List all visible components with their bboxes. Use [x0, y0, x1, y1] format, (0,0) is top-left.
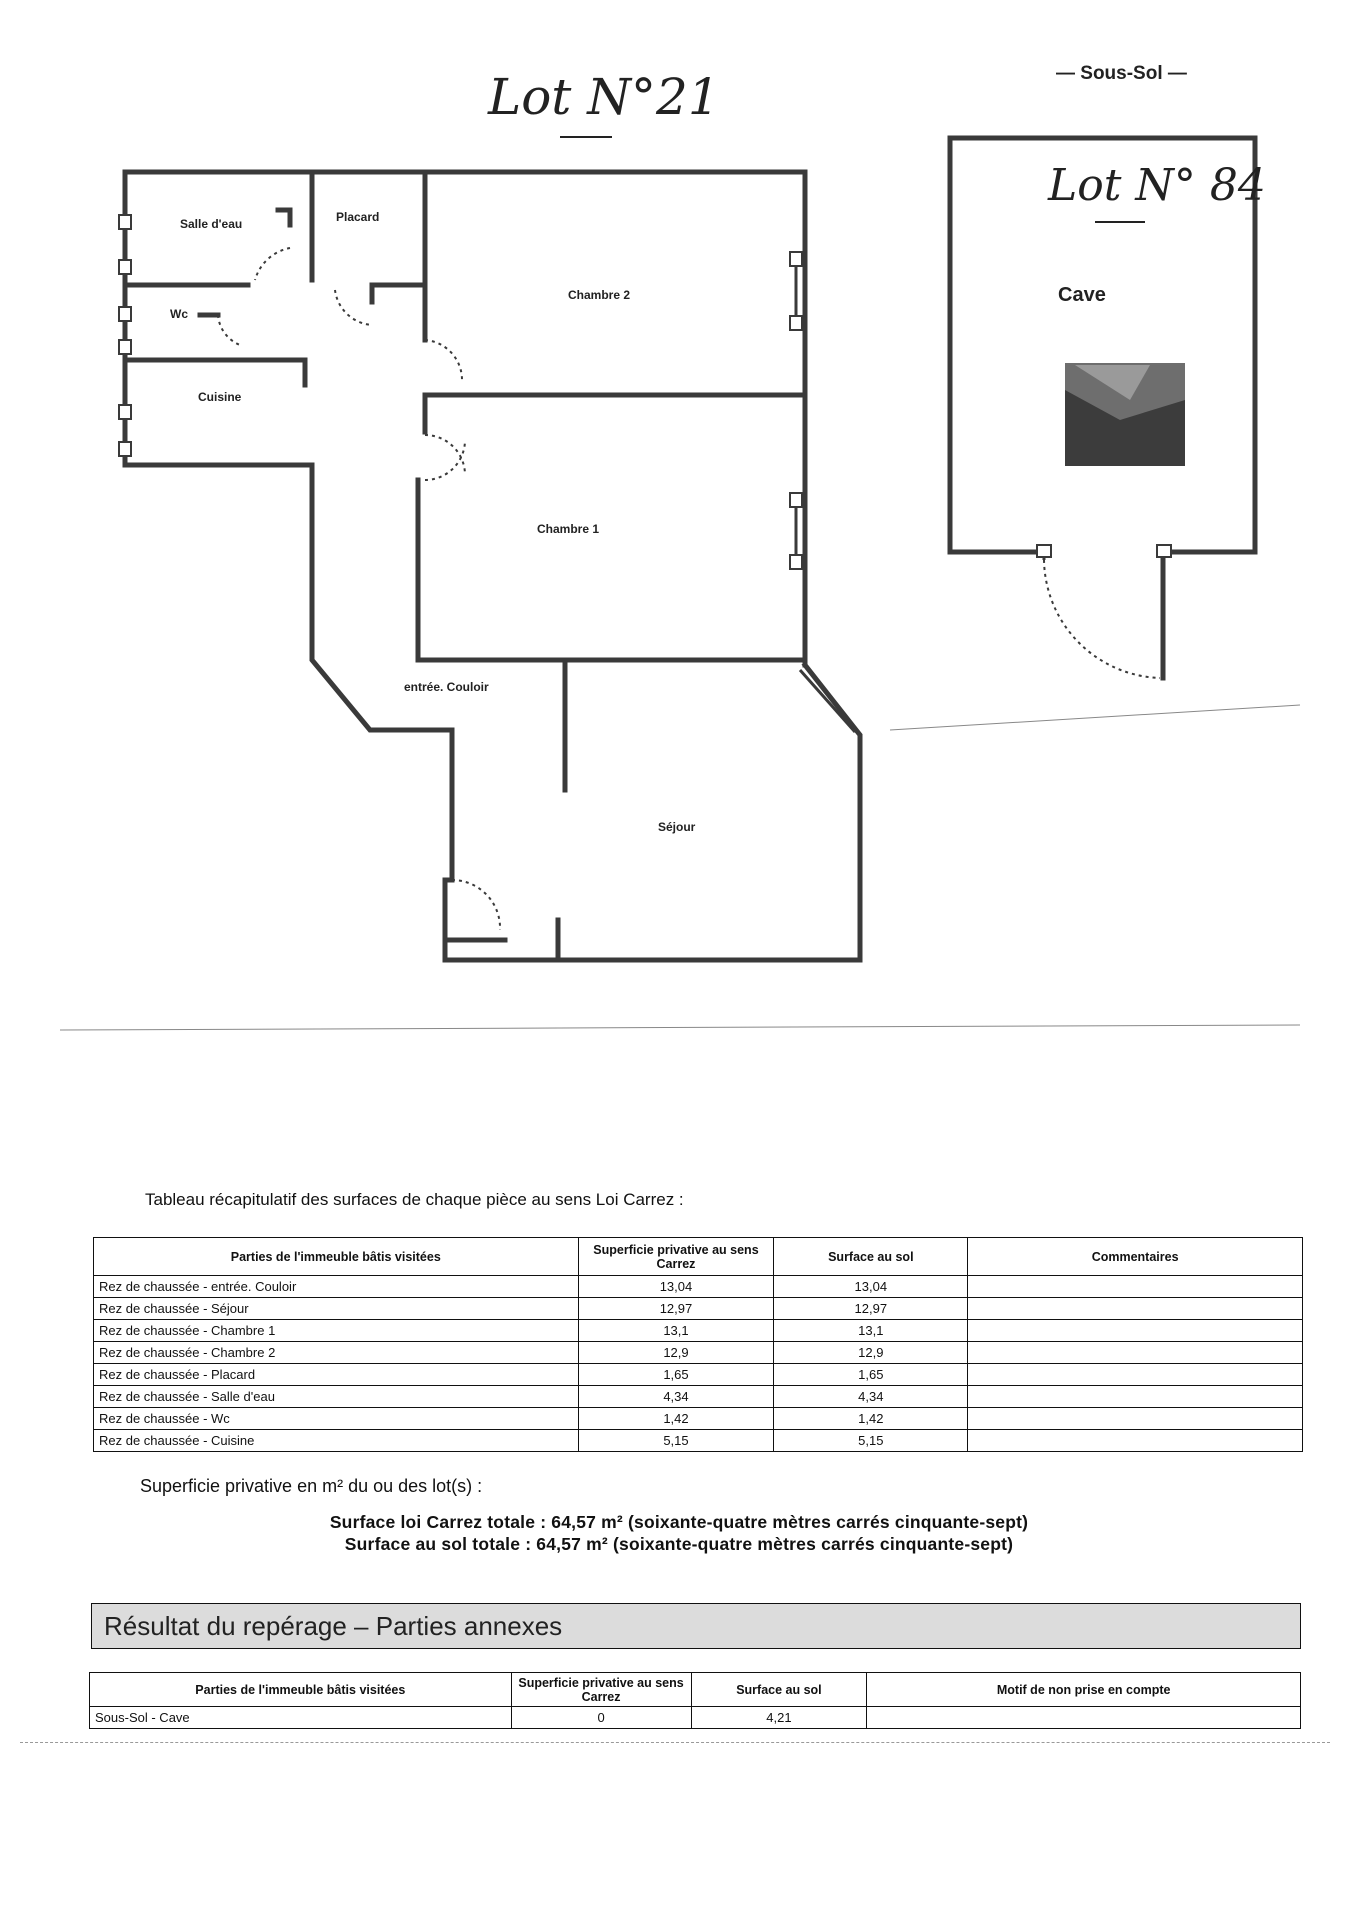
table-row	[94, 1386, 1303, 1408]
cell-comment	[968, 1320, 1303, 1342]
cell-part: Rez de chaussée - Séjour	[94, 1298, 579, 1320]
table-header: Parties de l'immeuble bâtis visitées	[90, 1673, 512, 1707]
level-label-sous-sol: — Sous-Sol —	[1056, 63, 1187, 84]
room-label-couloir: entrée. Couloir	[404, 680, 489, 694]
room-label-chambre2: Chambre 2	[568, 288, 631, 302]
carrez-total: Surface loi Carrez totale : 64,57 m² (soixante-quatre mètres carrés cinquante-sept)	[329, 1512, 1029, 1532]
cell-comment	[968, 1430, 1303, 1452]
annexes-section-title: Résultat du repérage – Parties annexes	[91, 1603, 1301, 1649]
cell-sol: 13,1	[774, 1320, 968, 1342]
cell-sol: 13,04	[774, 1276, 968, 1298]
table-header: Superficie privative au sens Carrez	[578, 1238, 774, 1276]
cell-sol: 12,97	[774, 1298, 968, 1320]
room-label-sejour: Séjour	[658, 820, 696, 834]
cell-carrez: 1,42	[578, 1408, 774, 1430]
table-header: Motif de non prise en compte	[867, 1673, 1301, 1707]
cell-carrez: 13,1	[578, 1320, 774, 1342]
cell-part: Rez de chaussée - Chambre 2	[94, 1342, 579, 1364]
wall-int-9	[418, 480, 805, 660]
table-header: Superficie privative au sens Carrez	[511, 1673, 691, 1707]
cell-comment	[968, 1408, 1303, 1430]
cell-comment	[968, 1298, 1303, 1320]
room-label-wc: Wc	[170, 307, 188, 321]
wall-cave-2	[950, 138, 1042, 552]
wall-int-3	[278, 210, 290, 225]
surface-table	[93, 1237, 1303, 1452]
cell-carrez: 0	[511, 1707, 691, 1729]
cell-sol: 4,21	[691, 1707, 867, 1729]
cell-carrez: 13,04	[578, 1276, 774, 1298]
room-label-salle-eau: Salle d'eau	[180, 217, 243, 231]
cell-carrez: 12,9	[578, 1342, 774, 1364]
table-row	[94, 1430, 1303, 1452]
table-header: Surface au sol	[774, 1238, 968, 1276]
summary-label: Superficie privative en m² du ou des lot(s) :	[140, 1476, 483, 1496]
table-row	[90, 1707, 1301, 1729]
table-row	[94, 1276, 1303, 1298]
wall-outer	[125, 172, 805, 665]
cell-sol: 12,9	[774, 1342, 968, 1364]
cell-sol: 1,42	[774, 1408, 968, 1430]
cell-comment	[968, 1276, 1303, 1298]
wall-int-5	[125, 360, 305, 385]
cell-motif	[867, 1707, 1301, 1729]
cell-part: Rez de chaussée - Salle d'eau	[94, 1386, 579, 1408]
cell-comment	[968, 1342, 1303, 1364]
cell-comment	[968, 1364, 1303, 1386]
cell-carrez: 5,15	[578, 1430, 774, 1452]
table-row	[94, 1408, 1303, 1430]
cell-comment	[968, 1386, 1303, 1408]
table-caption: Tableau récapitulatif des surfaces de chaque pièce au sens Loi Carrez :	[145, 1190, 684, 1209]
sol-total: Surface au sol totale : 64,57 m² (soixante-quatre mètres carrés cinquante-sept)	[344, 1534, 1014, 1554]
cell-sol: 5,15	[774, 1430, 968, 1452]
room-label-cave: Cave	[1058, 284, 1106, 306]
cell-sol: 4,34	[774, 1386, 968, 1408]
cell-part: Rez de chaussée - Wc	[94, 1408, 579, 1430]
table-row	[94, 1364, 1303, 1386]
annexes-table	[89, 1672, 1301, 1729]
table-header: Commentaires	[968, 1238, 1303, 1276]
table-row	[94, 1298, 1303, 1320]
cell-part: Rez de chaussée - Cuisine	[94, 1430, 579, 1452]
cell-part: Sous-Sol - Cave	[90, 1707, 512, 1729]
lot-main-handwriting: Lot N°21	[488, 68, 720, 126]
room-label-chambre1: Chambre 1	[537, 522, 600, 536]
cell-part: Rez de chaussée - entrée. Couloir	[94, 1276, 579, 1298]
table-row	[94, 1342, 1303, 1364]
room-label-placard: Placard	[336, 210, 380, 224]
cell-carrez: 12,97	[578, 1298, 774, 1320]
cell-carrez: 1,65	[578, 1364, 774, 1386]
table-header: Parties de l'immeuble bâtis visitées	[94, 1238, 579, 1276]
cell-part: Rez de chaussée - Chambre 1	[94, 1320, 579, 1342]
cell-sol: 1,65	[774, 1364, 968, 1386]
wall-bottom	[445, 665, 860, 960]
room-label-cuisine: Cuisine	[198, 390, 242, 404]
cell-carrez: 4,34	[578, 1386, 774, 1408]
wall-left	[125, 172, 452, 880]
table-row	[94, 1320, 1303, 1342]
cell-part: Rez de chaussée - Placard	[94, 1364, 579, 1386]
table-header: Surface au sol	[691, 1673, 867, 1707]
lot-cave-handwriting: Lot N° 84	[1048, 160, 1266, 211]
wall-int-2	[372, 172, 425, 302]
divider	[20, 1742, 1330, 1743]
